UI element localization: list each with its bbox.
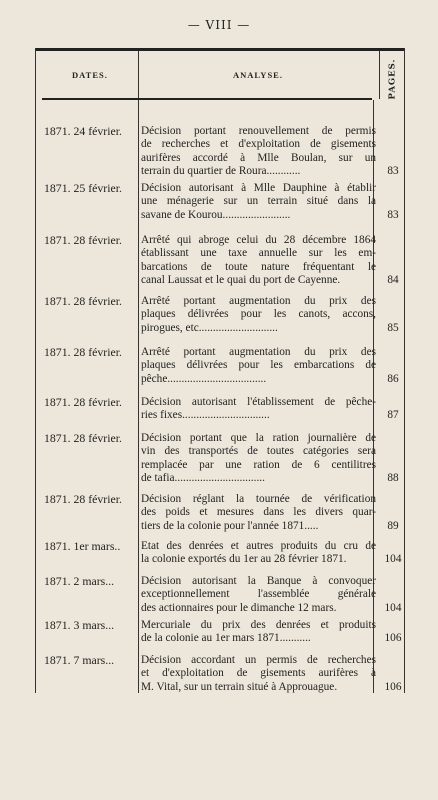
page-number: — VIII — — [187, 18, 251, 32]
analysis-line: plaques délivrées pour les canots, accons, — [141, 308, 376, 321]
entry-date: 1871. 1er mars.. — [44, 539, 121, 553]
analysis-line: remplacée par une ration de 6 centilitres — [141, 458, 376, 471]
entry-analysis — [141, 493, 376, 533]
entry-page: 84 — [387, 273, 399, 286]
entry-page: 87 — [387, 409, 399, 422]
entry-page: 86 — [387, 372, 399, 385]
entry-page: 85 — [387, 321, 399, 334]
entry-analysis — [141, 295, 376, 335]
analysis-line: et d'exploitation de gisements aurifères à — [141, 667, 376, 680]
entry-page: 104 — [384, 601, 402, 614]
analysis-line: vin des transportés de toutes catégories sera — [141, 445, 376, 458]
entry-page: 83 — [387, 164, 399, 177]
analysis-line: des poids et mesures dans les divers quar- — [141, 506, 376, 519]
entry-date: 1871. 28 février. — [44, 345, 122, 359]
entry-analysis — [141, 619, 376, 646]
analysis-line: établissant une taxe annuelle sur les em- — [141, 247, 376, 260]
entry-date: 1871. 28 février. — [44, 294, 122, 308]
header-pages: PAGES. — [387, 58, 397, 100]
column-separator — [138, 51, 139, 693]
analysis-line: des actionnaires pour le dimanche 12 mars. — [141, 601, 337, 614]
entry-analysis — [141, 540, 376, 567]
analysis-line: Arrêté portant augmentation du prix des — [141, 295, 376, 307]
entry-analysis — [141, 182, 376, 222]
entry-date: 1871. 7 mars... — [44, 653, 115, 667]
analysis-line: Décision autorisant l'établissement de pêche- — [141, 396, 376, 408]
entry-page: 83 — [387, 208, 399, 221]
analysis-line: Décision accordant un permis de recherches — [141, 654, 376, 666]
analysis-line: Décision portant renouvellement de permis — [141, 125, 376, 137]
entry-date: 1871. 3 mars... — [44, 618, 115, 632]
analysis-line: Mercuriale du prix des denrées et produits — [141, 619, 376, 631]
entry-analysis — [141, 125, 376, 178]
analysis-line: barcations de toute nature fréquentant le — [141, 260, 376, 273]
analysis-line: ries fixes............................... — [141, 409, 270, 422]
entry-page: 106 — [384, 680, 402, 693]
analysis-line: pirogues, etc............................ — [141, 321, 278, 334]
analysis-line: aurifères accordé à Mlle Boulan, sur un — [141, 151, 376, 164]
entry-page: 88 — [387, 471, 399, 484]
analysis-line: savane de Kourou........................ — [141, 208, 291, 221]
analysis-line: pêche................................... — [141, 372, 267, 385]
analysis-line: canal Laussat et le quai du port de Cayenne. — [141, 273, 341, 286]
analysis-line: la colonie exportés du 1er au 28 février 1871. — [141, 553, 347, 566]
entry-page: 104 — [384, 553, 402, 566]
entry-page: 106 — [384, 632, 402, 645]
analysis-line: Décision autorisant à Mlle Dauphine à établir — [141, 182, 376, 194]
header-analyse: ANALYSE. — [233, 70, 283, 80]
analysis-line: exceptionnellement l'assemblée générale — [141, 588, 376, 601]
analysis-line: Décision portant que la ration journalière de — [141, 432, 376, 444]
entry-page: 89 — [387, 519, 399, 532]
analysis-line: Arrêté portant augmentation du prix des — [141, 346, 376, 358]
analysis-line: plaques délivrées pour les embarcations de — [141, 359, 376, 372]
entry-date: 1871. 24 février. — [44, 124, 122, 138]
analysis-line: Arrêté qui abroge celui du 28 décembre 1864 — [141, 234, 376, 246]
entry-analysis — [141, 432, 376, 485]
analysis-line: Etat des denrées et autres produits du cru de — [141, 540, 376, 552]
column-separator — [379, 51, 380, 99]
analysis-line: de recherches et d'exploitation de gisements — [141, 138, 376, 151]
entry-analysis — [141, 575, 376, 615]
analysis-line: de tafia................................ — [141, 471, 265, 484]
entry-date: 1871. 28 février. — [44, 233, 122, 247]
entry-date: 1871. 25 février. — [44, 181, 122, 195]
analysis-line: M. Vital, sur un terrain situé à Approuague. — [141, 680, 338, 693]
header-rule — [42, 98, 372, 100]
analysis-line: de la colonie au 1er mars 1871........... — [141, 632, 311, 645]
entry-date: 1871. 2 mars... — [44, 574, 115, 588]
header-dates: DATES. — [72, 70, 108, 80]
entry-analysis — [141, 396, 376, 423]
analysis-line: terrain du quartier de Roura............ — [141, 164, 301, 177]
entry-date: 1871. 28 février. — [44, 492, 122, 506]
entry-analysis — [141, 234, 376, 287]
entry-date: 1871. 28 février. — [44, 431, 122, 445]
entry-date: 1871. 28 février. — [44, 395, 122, 409]
analysis-line: Décision autorisant la Banque à convoquer — [141, 575, 376, 587]
analysis-line: Décision réglant la tournée de vérification — [141, 493, 376, 505]
entry-analysis — [141, 654, 376, 694]
entry-analysis — [141, 346, 376, 386]
analysis-line: une ménagerie sur un terrain situé dans la — [141, 195, 376, 208]
analysis-line: tiers de la colonie pour l'année 1871..... — [141, 519, 319, 532]
